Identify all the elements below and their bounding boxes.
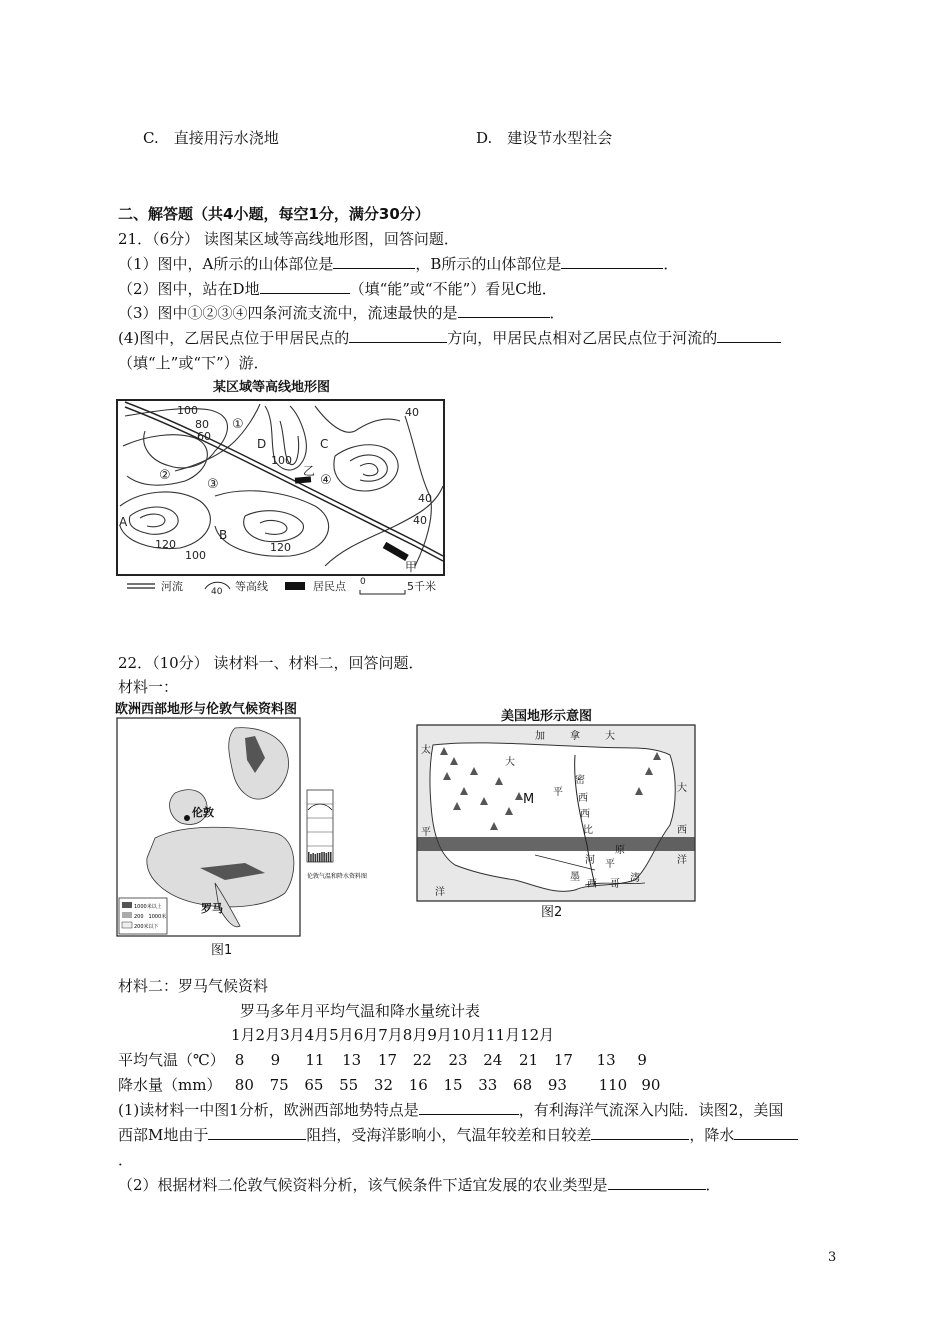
point-label-d: D	[257, 437, 267, 451]
precip-value: 16	[408, 1076, 428, 1094]
scale-five: 5千米	[407, 580, 436, 593]
q22-part1-cont: 西部M地由于 阻挡，受海洋影响小，气温年较差和日较差 ，降水	[118, 1124, 798, 1145]
precip-value: 32	[373, 1076, 393, 1094]
m-label: M	[523, 792, 535, 807]
q21-part1: （1）图中，A所示的山体部位是 ，B所示的山体部位是 ．	[118, 255, 679, 273]
usa-map-text: 大	[677, 783, 687, 794]
usa-map-text: 拿	[570, 731, 580, 742]
precip-value: 93	[547, 1076, 567, 1094]
contour-label: 80	[195, 418, 209, 431]
contour-label: 120	[270, 541, 291, 554]
contour-map-drawing	[115, 376, 450, 598]
material-2-label: 材料二：罗马气候资料	[118, 977, 269, 995]
usa-map-text: 加	[535, 731, 545, 742]
temp-row	[118, 1049, 657, 1070]
legend-settlement: 居民点	[313, 580, 346, 593]
contour-label: 120	[155, 538, 176, 551]
temp-value: 11	[305, 1051, 325, 1069]
contour-label: 100	[271, 454, 292, 467]
river-label-4: ④	[320, 473, 332, 488]
rome-label: 罗马	[201, 902, 223, 915]
temp-value: 24	[483, 1051, 503, 1069]
q22-part1: (1)读材料一中图1分析，欧洲西部地势特点是 ，有利海洋气流深入内陆．读图2，美国	[118, 1101, 784, 1119]
temp-value: 21	[519, 1051, 539, 1069]
q21-part3: （3）图中①②③④四条河流支流中，流速最快的是 ．	[118, 304, 565, 322]
europe-figure-title: 欧洲西部地形与伦敦气候资料图	[115, 702, 298, 717]
temp-value: 22	[412, 1051, 432, 1069]
page-number: 3	[828, 1250, 837, 1265]
temp-label: 平均气温（℃）	[118, 1051, 225, 1069]
temp-value: 13	[596, 1051, 616, 1069]
contour-label: 60	[197, 430, 211, 443]
temp-value: 9	[270, 1051, 281, 1069]
europe-figure	[115, 698, 368, 960]
usa-map-text: 西	[677, 825, 687, 836]
temp-value: 23	[448, 1051, 468, 1069]
europe-legend-mid: 200 1000米	[134, 914, 167, 920]
contour-label: 100	[177, 404, 198, 417]
usa-map-text: 湾	[630, 873, 640, 884]
precip-value: 90	[641, 1076, 661, 1094]
precip-value: 65	[304, 1076, 324, 1094]
material-1-label: 材料一：	[118, 678, 179, 696]
europe-legend-high: 1000米以上	[134, 904, 162, 910]
temp-value: 13	[342, 1051, 362, 1069]
table-months: 1月2月3月4月5月6月7月8月9月10月11月12月	[231, 1026, 555, 1044]
point-label-b: B	[219, 528, 228, 542]
point-label-c: C	[320, 437, 329, 451]
precip-value: 33	[478, 1076, 498, 1094]
contour-map-title: 某区域等高线地形图	[213, 380, 331, 395]
usa-map-text: 洋	[677, 855, 687, 866]
scale-zero: 0	[360, 577, 366, 587]
figure-2-label: 图2	[541, 905, 563, 920]
usa-map-text: 比	[583, 825, 593, 836]
q21-part4-cont: （填“上”或“下”）游．	[118, 354, 269, 372]
point-label-a: A	[119, 515, 128, 529]
q21-stem: 21．（6分） 读图某区域等高线地形图，回答问题．	[118, 230, 459, 248]
contour-map	[115, 376, 450, 598]
usa-map-text: 平	[605, 859, 615, 870]
usa-map-text: 平	[553, 787, 563, 798]
legend-river: 河流	[161, 580, 183, 593]
table-title: 罗马多年月平均气温和降水量统计表	[240, 1002, 481, 1020]
contour-label: 40	[405, 406, 419, 419]
q22-stem: 22．（10分） 读材料一、材料二，回答问题．	[118, 654, 424, 672]
usa-map-drawing	[415, 705, 697, 920]
usa-figure	[415, 705, 697, 920]
river-label-3: ③	[207, 477, 219, 492]
usa-figure-title: 美国地形示意图	[501, 709, 593, 724]
precip-value: 15	[443, 1076, 463, 1094]
contour-label: 100	[185, 549, 206, 562]
q21-part2: （2）图中，站在D地 （填“能”或“不能”）看见C地．	[118, 280, 557, 298]
usa-map-text: 哥	[610, 879, 620, 890]
usa-map-text: 大	[605, 731, 615, 742]
usa-map-text: 平	[421, 827, 431, 838]
london-chart-caption: 伦敦气温和降水资料图	[307, 873, 368, 880]
usa-map-text: 西	[578, 793, 588, 804]
europe-map-drawing	[115, 698, 368, 960]
legend-contour-value: 40	[211, 587, 223, 597]
usa-map-text: 洋	[435, 887, 445, 898]
precip-row	[118, 1074, 661, 1095]
precip-value: 75	[269, 1076, 289, 1094]
q22-part2: （2）根据材料二伦敦气候资料分析，该气候条件下适宜发展的农业类型是 ．	[118, 1176, 721, 1194]
option-d: D. 建设节水型社会	[476, 129, 613, 147]
section-heading: 二、解答题（共4小题，每空1分，满分30分）	[118, 205, 430, 223]
london-label: 伦敦	[192, 806, 214, 819]
precip-value: 68	[513, 1076, 533, 1094]
precip-value: 110	[598, 1076, 628, 1094]
temp-value: 8	[234, 1051, 245, 1069]
usa-map-text: 墨	[570, 872, 580, 883]
temp-value: 17	[553, 1051, 573, 1069]
usa-map-text: 西	[587, 879, 597, 890]
river-label-2: ②	[159, 468, 171, 483]
option-c: C. 直接用污水浇地	[143, 129, 279, 147]
legend-contour: 等高线	[235, 580, 268, 593]
contour-label: 40	[413, 514, 427, 527]
river-label-1: ①	[232, 417, 244, 432]
temp-value: 9	[637, 1051, 647, 1069]
europe-legend-low: 200米以下	[134, 924, 159, 930]
usa-map-text: 大	[505, 757, 515, 768]
usa-map-text: 密	[575, 775, 585, 786]
precip-value: 80	[234, 1076, 254, 1094]
usa-map-text: 原	[615, 845, 625, 856]
usa-map-text: 太	[421, 745, 431, 756]
usa-map-text: 河	[585, 855, 595, 866]
figure-1-label: 图1	[211, 943, 233, 958]
q22-part1-end: ．	[118, 1151, 134, 1169]
precip-label: 降水量（mm）	[118, 1076, 222, 1094]
temp-value: 17	[377, 1051, 397, 1069]
contour-label: 40	[418, 492, 432, 505]
settlement-label-jia: 甲	[405, 560, 418, 574]
precip-value: 55	[339, 1076, 359, 1094]
q21-part4: (4)图中，乙居民点位于甲居民点的 方向，甲居民点相对乙居民点位于河流的	[118, 327, 781, 348]
settlement-label-yi: 乙	[303, 464, 316, 478]
usa-map-text: 西	[580, 809, 590, 820]
